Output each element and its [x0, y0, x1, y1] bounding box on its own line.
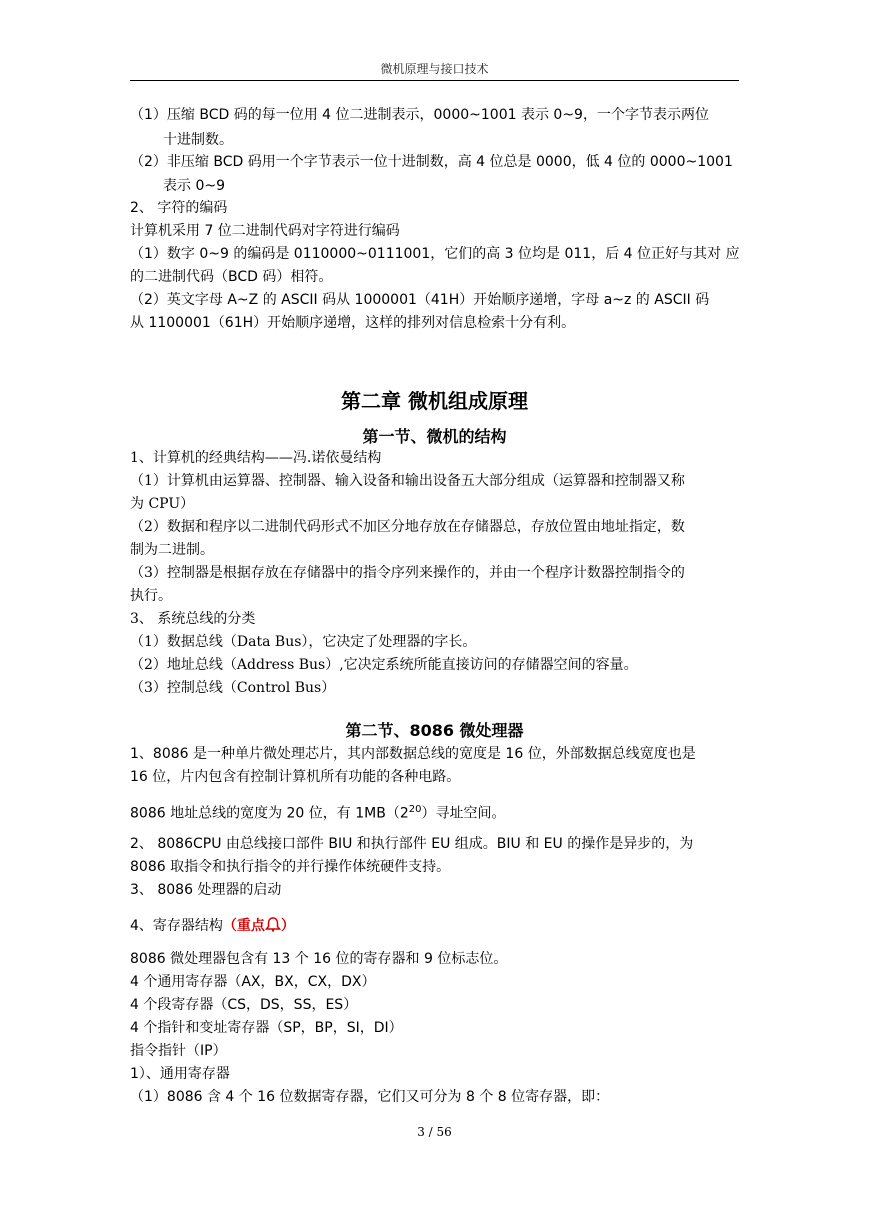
header-rule: [130, 80, 739, 81]
address-bus-text-b: ）寻址空间。: [421, 805, 506, 822]
section2-title: 第二节、8086 微处理器: [345, 721, 524, 740]
section1-line6: （3）控制器是根据存放在存储器中的指令序列来操作的，并由一个程序计数器控制指令的: [130, 565, 685, 581]
section1-line10: （2）地址总线（Address Bus）,它决定系统所能直接访问的存储器空间的容量。: [130, 657, 638, 673]
bcd-uncompressed-line2: 表示 0~9: [163, 178, 225, 194]
section2-line8: 8086 微处理器包含有 13 个 16 位的寄存器和 9 位标志位。: [130, 951, 508, 967]
register-structure-heading: 4、寄存器结构: [130, 918, 223, 934]
section1-title: 第一节、微机的结构: [362, 427, 507, 446]
section1-line2: （1）计算机由运算器、控制器、输入设备和输出设备五大部分组成（运算器和控制器又称: [130, 473, 685, 489]
char-digits-line1: （1）数字 0~9 的编码是 0110000~0111001，它们的高 3 位均是 011，后 4 位正好与其对 应: [130, 246, 740, 262]
section2-line4: 2、 8086CPU 由总线接口部件 BIU 和执行部件 EU 组成。BIU 和 EU 的操作是异步的，为: [130, 836, 694, 852]
page-header-title: 微机原理与接口技术: [380, 62, 489, 76]
section1-line1: 1、计算机的经典结构——冯.诺依曼结构: [130, 450, 382, 466]
section1-line9: （1）数据总线（Data Bus），它决定了处理器的字长。: [130, 634, 477, 650]
char-letters-line2: 从 1100001（61H）开始顺序递增，这样的排列对信息检索十分有利。: [130, 315, 576, 331]
bell-icon: [265, 917, 281, 932]
section1-line7: 执行。: [130, 588, 172, 604]
section2-line1: 1、8086 是一种单片微处理芯片，其内部数据总线的宽度是 16 位，外部数据总线宽度也是: [130, 746, 696, 762]
section2-line9: 4 个通用寄存器（AX，BX，CX，DX）: [130, 974, 376, 990]
important-mark-close: ）: [280, 918, 295, 934]
section2-line10: 4 个段寄存器（CS，DS，SS，ES）: [130, 997, 358, 1013]
section1-line11: （3）控制总线（Control Bus）: [130, 680, 336, 696]
page-number: 3 / 56: [417, 1125, 452, 1139]
bcd-uncompressed-line1: （2）非压缩 BCD 码用一个字节表示一位十进制数，高 4 位总是 0000，低 4 位的 0000~1001: [130, 154, 733, 170]
section1-line5: 制为二进制。: [130, 542, 214, 558]
section2-line14: （1）8086 含 4 个 16 位数据寄存器，它们又可分为 8 个 8 位寄存器，即：: [130, 1089, 610, 1105]
section2-line3: [130, 799, 505, 821]
section2-line5: 8086 取指令和执行指令的并行操作体统硬件支持。: [130, 859, 451, 875]
address-bus-exponent: 20: [408, 804, 422, 815]
address-bus-text-a: 8086 地址总线的宽度为 20 位，有 1MB（2: [130, 805, 409, 822]
section2-line13: 1）、通用寄存器: [130, 1066, 230, 1082]
chapter-title: 第二章 微机组成原理: [341, 389, 528, 413]
section2-line11: 4 个指针和变址寄存器（SP，BP，SI，DI）: [130, 1020, 403, 1036]
bcd-compressed-line1: （1）压缩 BCD 码的每一位用 4 位二进制表示，0000~1001 表示 0~9，一个字节表示两位: [130, 107, 709, 123]
important-mark-open: （重点: [222, 918, 265, 934]
char-encoding-intro: 计算机采用 7 位二进制代码对字符进行编码: [130, 223, 400, 239]
bcd-compressed-line2: 十进制数。: [163, 132, 233, 148]
section1-line8: 3、 系统总线的分类: [130, 611, 256, 627]
section2-line2: 16 位，片内包含有控制计算机所有功能的各种电路。: [130, 769, 461, 785]
section2-line7: [130, 915, 295, 937]
section1-line4: （2）数据和程序以二进制代码形式不加区分地存放在存储器总，存放位置由地址指定，数: [130, 519, 685, 535]
section2-line6: 3、 8086 处理器的启动: [130, 882, 282, 898]
char-letters-line1: （2）英文字母 A~Z 的 ASCII 码从 1000001（41H）开始顺序递增，字母 a~z 的 ASCII 码: [130, 292, 710, 308]
char-digits-line2: 的二进制代码（BCD 码）相符。: [130, 269, 333, 285]
char-encoding-heading: 2、 字符的编码: [130, 200, 228, 216]
section1-line3: 为 CPU）: [130, 496, 195, 512]
section2-line12: 指令指针（IP）: [130, 1043, 227, 1059]
